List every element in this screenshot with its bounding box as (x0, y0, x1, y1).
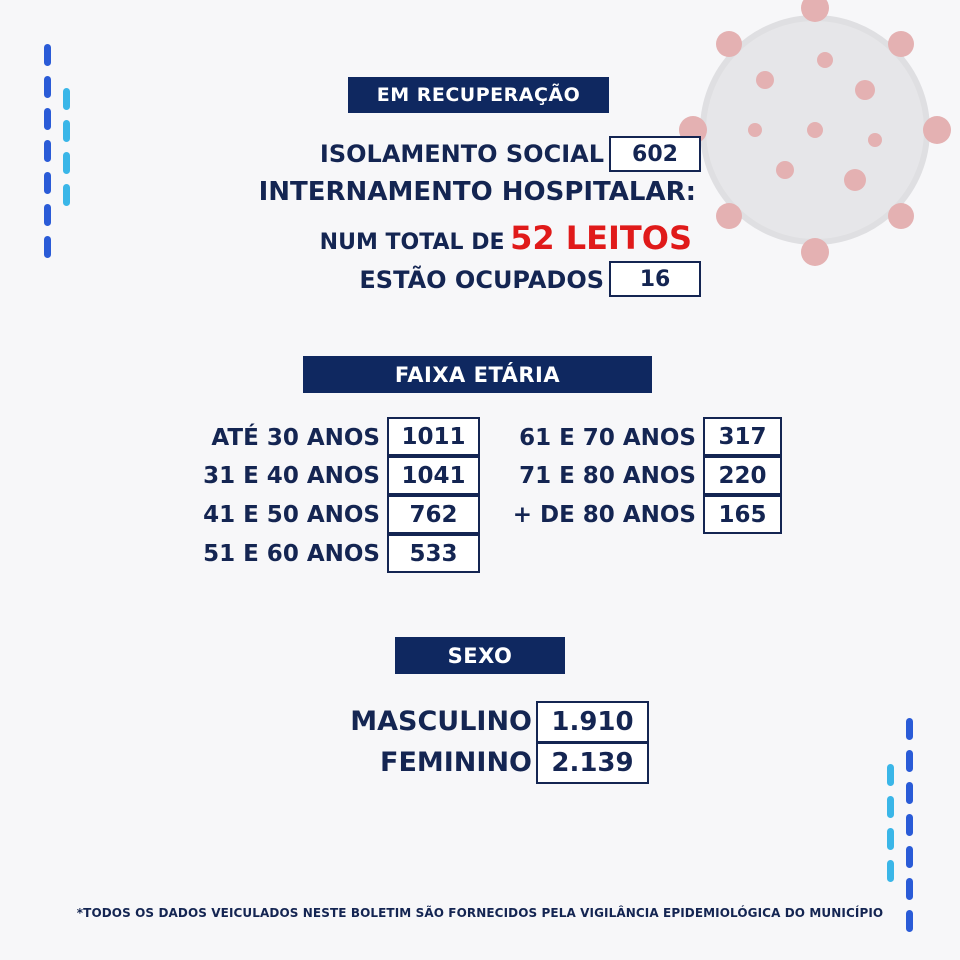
sex-label-female: FEMININO (380, 747, 532, 778)
age-value-right-1: 220 (703, 456, 782, 495)
total-beds-value: 52 LEITOS (510, 219, 692, 257)
age-value-left-2: 762 (387, 495, 480, 534)
occupied-value: 16 (609, 261, 701, 297)
age-label-left-0: ATÉ 30 ANOS (211, 425, 380, 451)
coronavirus-illustration (665, 0, 960, 280)
social-isolation-label: ISOLAMENTO SOCIAL (319, 140, 604, 168)
age-value-left-3: 533 (387, 534, 480, 573)
age-section-title: FAIXA ETÁRIA (303, 356, 652, 393)
age-value-right-2: 165 (703, 495, 782, 534)
sex-value-male: 1.910 (536, 701, 649, 743)
sex-section-title: SEXO (395, 637, 565, 674)
total-beds-prefix: NUM TOTAL DE (319, 230, 505, 255)
sex-label-male: MASCULINO (350, 706, 532, 737)
age-label-left-2: 41 E 50 ANOS (203, 502, 380, 528)
age-value-right-0: 317 (703, 417, 782, 456)
recovery-section-title: EM RECUPERAÇÃO (348, 77, 609, 113)
age-value-left-0: 1011 (387, 417, 480, 456)
age-label-right-2: + DE 80 ANOS (512, 502, 696, 528)
age-label-left-3: 51 E 60 ANOS (203, 541, 380, 567)
footnote: *TODOS OS DADOS VEICULADOS NESTE BOLETIM SÃO FORNECIDOS PELA VIGILÂNCIA EPIDEMIOLÓGICA DO MUNICÍPIO (76, 906, 884, 920)
total-beds-line (320, 216, 692, 266)
social-isolation-value: 602 (609, 136, 701, 172)
age-label-right-1: 71 E 80 ANOS (519, 463, 696, 489)
hospital-label: INTERNAMENTO HOSPITALAR: (258, 177, 696, 207)
age-value-left-1: 1041 (387, 456, 480, 495)
occupied-label: ESTÃO OCUPADOS (359, 266, 604, 294)
age-label-right-0: 61 E 70 ANOS (519, 425, 696, 451)
age-label-left-1: 31 E 40 ANOS (203, 463, 380, 489)
sex-value-female: 2.139 (536, 742, 649, 784)
